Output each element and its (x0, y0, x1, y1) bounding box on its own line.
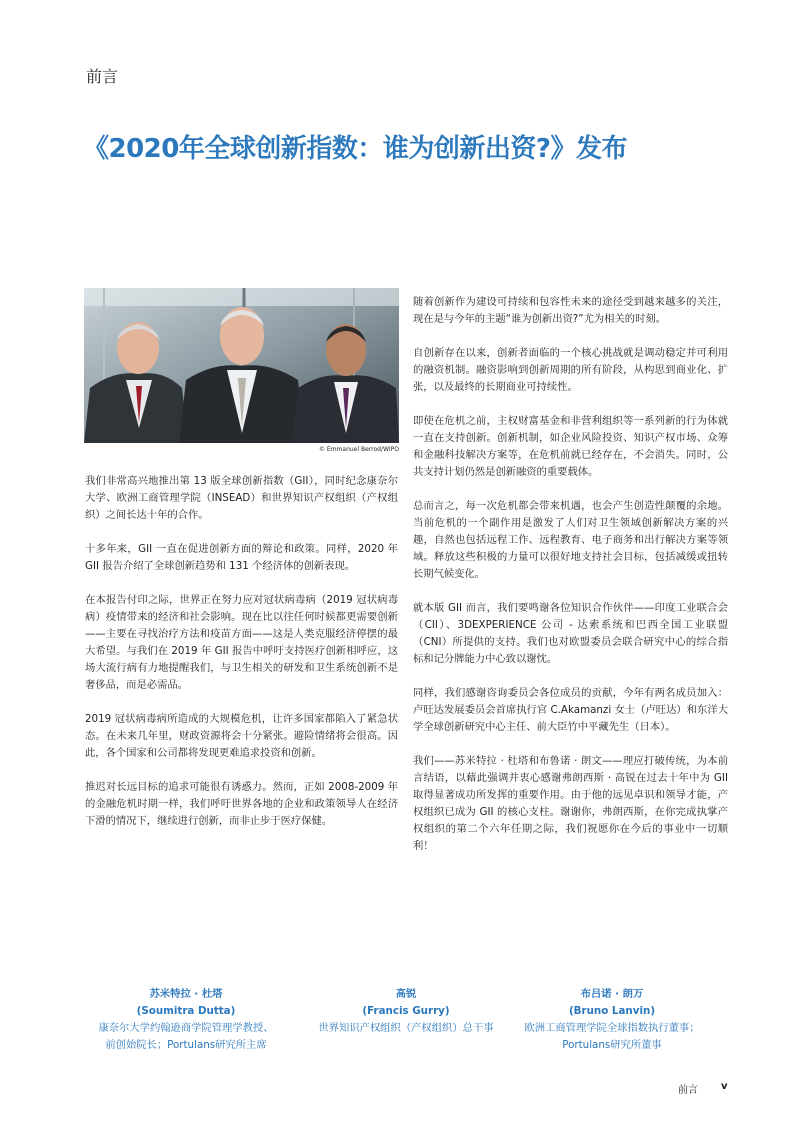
page-title: 《2020年全球创新指数：谁为创新出资?》发布 (83, 134, 627, 164)
paragraph: 随着创新作为建设可持续和包容性未来的途径受到越来越多的关注，现在是与今年的主题“谁为创新出资?”尤为相关的时刻。 (413, 296, 728, 325)
right-column (413, 294, 728, 872)
paragraph: 即使在危机之前，主权财富基金和非营利组织等一系列新的行为体就一直在支持创新。创新机制，如企业风险投资、知识产权市场、众筹和金融科技解决方案等，在危机前就已经存在，不会消失。同时，公共支持计划仍然是创新融资的重要载体。 (413, 415, 728, 478)
page-number: v (721, 1081, 728, 1092)
signature-gurry (286, 986, 526, 1037)
footer-section: 前言 (678, 1085, 698, 1096)
signatory-latin-name: (Soumitra Dutta) (136, 1005, 236, 1017)
paragraph: 自创新存在以来，创新者面临的一个核心挑战就是调动稳定并可利用的融资机制。融资影响到创新周期的所有阶段，从构思到商业化、扩张，以及最终的长期商业可持续性。 (413, 347, 728, 393)
signatory-name: 高锐 (395, 988, 417, 1000)
photo-credit: © Emmanuel Berrod/WIPO (319, 446, 399, 453)
signatory-role: 世界知识产权组织（产权组织）总干事 (318, 1022, 494, 1034)
signatory-latin-name: (Francis Gurry) (362, 1005, 450, 1017)
signatory-role: 前创始院长；Portulans研究所主席 (105, 1039, 267, 1051)
section-label: 前言 (86, 67, 119, 86)
signatory-name: 苏米特拉 · 杜塔 (149, 988, 223, 1000)
signatory-name: 布吕诺 · 朗万 (580, 988, 644, 1000)
signature-dutta (66, 986, 306, 1054)
signatory-role: 康奈尔大学约翰逊商学院管理学教授、 (98, 1022, 274, 1034)
paragraph: 总而言之，每一次危机都会带来机遇，也会产生创造性颠覆的余地。当前危机的一个副作用是激发了人们对卫生领域创新解决方案的兴趣，自然也包括远程工作、远程教育、电子商务和出行解决方案等领域。释放这些积极的力量可以很好地支持社会目标，包括减缓或扭转长期气候变化。 (413, 500, 728, 580)
paragraph: 十多年来，GII 一直在促进创新方面的辩论和政策。同样，2020 年 GII 报告介绍了全球创新趋势和 131 个经济体的创新表现。 (85, 543, 398, 572)
signatory-latin-name: (Bruno Lanvin) (568, 1005, 656, 1017)
paragraph: 就本版 GII 而言，我们要鸣谢各位知识合作伙伴——印度工业联合会（CII）、3DEXPERIENCE 公司 - 达索系统和巴西全国工业联盟（CNI）所提供的支持。我们也对欧盟委员会联合研究中心的综合指标和记分牌能力中心致以谢忱。 (413, 602, 728, 665)
paragraph: 同样，我们感谢咨询委员会各位成员的贡献，今年有两名成员加入：卢旺达发展委员会首席执行官 C.Akamanzi 女士（卢旺达）和东洋大学全球创新研究中心主任、前大臣竹中平藏先生（日本）。 (413, 687, 728, 733)
paragraph: 我们非常高兴地推出第 13 版全球创新指数（GII），同时纪念康奈尔大学、欧洲工商管理学院（INSEAD）和世界知识产权组织（产权组织）之间长达十年的合作。 (85, 475, 398, 521)
signature-lanvin (492, 986, 732, 1054)
paragraph: 我们——苏米特拉 · 杜塔和布鲁诺 · 朗文——理应打破传统，为本前言结语，以藉此强调并衷心感谢弗朗西斯 · 高锐在过去十年中为 GII 取得显著成功所发挥的重要作用。由于他的远见卓识和领导才能，产权组织已成为 GII 的核心支柱。谢谢你，弗朗西斯，在你完成执掌产权组织的第二个六年任期之际，我们祝愿你在今后的事业中一切顺利！ (413, 755, 728, 852)
signatory-role: 欧洲工商管理学院全球指数执行董事； (524, 1022, 700, 1034)
paragraph: 推迟对长远目标的追求可能很有诱惑力。然而，正如 2008-2009 年的金融危机时期一样，我们呼吁世界各地的企业和政策领导人在经济下滑的情况下，继续进行创新，而非止步于医疗保健。 (85, 781, 398, 827)
left-column (85, 473, 398, 847)
leaders-photo (84, 288, 399, 443)
paragraph: 在本报告付印之际，世界正在努力应对冠状病毒病（2019 冠状病毒病）疫情带来的经济和社会影响。现在比以往任何时候都更需要创新——主要在寻找治疗方法和疫苗方面——这是人类克服经济停摆的最大希望。与我们在 2019 年 GII 报告中呼吁支持医疗创新相呼应，这场大流行病有力地提醒我们，与卫生相关的研发和卫生系统创新不是奢侈品，而是必需品。 (85, 594, 398, 691)
paragraph: 2019 冠状病毒病所造成的大规模危机，让许多国家都陷入了紧急状态。在未来几年里，财政资源将会十分紧张。避险情绪将会很高。因此，各个国家和公司都将发现更难追求投资和创新。 (85, 713, 398, 759)
signatory-role: Portulans研究所董事 (562, 1039, 662, 1051)
